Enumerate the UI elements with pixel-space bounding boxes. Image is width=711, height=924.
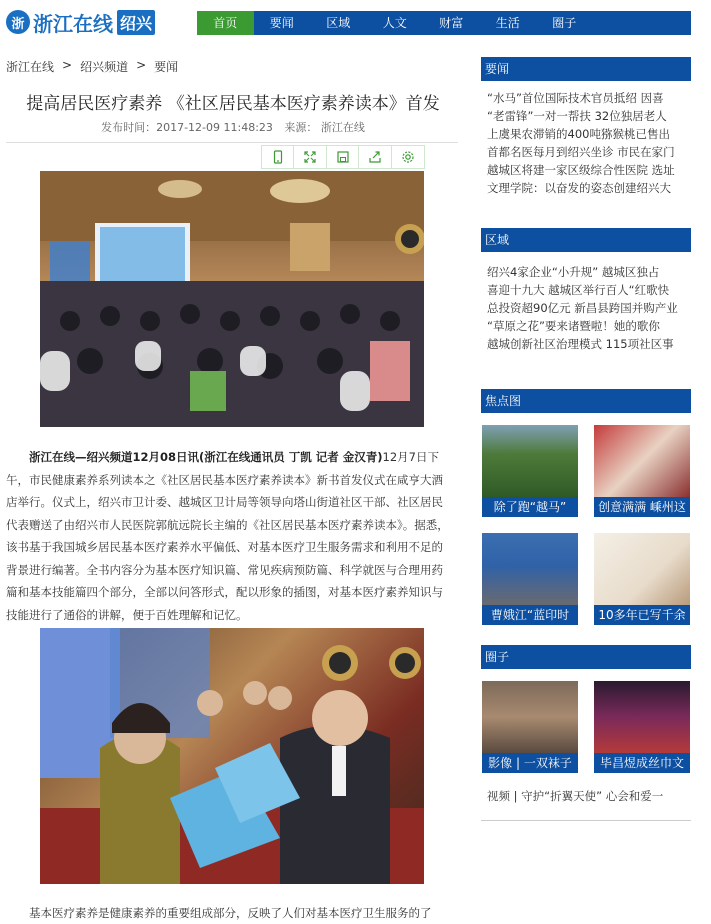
region-link[interactable]: 喜迎十九大 越城区举行百人“红歌快	[487, 283, 670, 297]
focus-image	[482, 425, 578, 497]
news-link[interactable]: 首都名医每月到绍兴坐诊 市民在家门	[487, 145, 675, 159]
article-photo-conference	[40, 171, 424, 427]
circle-thumb[interactable]	[594, 681, 690, 773]
circle-caption: 毕昌煜成丝巾文	[594, 753, 690, 773]
nav-finance[interactable]: 财富	[439, 16, 464, 30]
focus-caption: 曹娥江“蓝印时	[482, 605, 578, 625]
focus-image	[594, 425, 690, 497]
region-link[interactable]: “草原之花”要来诸暨啦！她的歌你	[487, 319, 660, 333]
circle-thumb[interactable]	[482, 681, 578, 773]
region-link[interactable]: 总投资超90亿元 新昌县跨国并购产业	[487, 301, 678, 315]
focus-image	[594, 533, 690, 605]
news-link[interactable]: 文理学院：以奋发的姿态创建绍兴大	[487, 181, 671, 195]
breadcrumb-home[interactable]: 浙江在线	[6, 60, 55, 74]
region-link[interactable]: 越城创新社区治理模式 115项社区事	[487, 337, 674, 351]
logo-text: 浙江在线	[33, 11, 113, 36]
main-nav	[197, 11, 691, 35]
nav-circle[interactable]: 圈子	[552, 16, 577, 30]
sidebar-region-list	[487, 263, 687, 353]
settings-icon[interactable]	[392, 146, 424, 168]
share-toolbar	[261, 145, 425, 169]
focus-caption: 除了跑“越马”	[482, 497, 578, 517]
sidebar-region-header[interactable]: 区域	[481, 228, 691, 252]
article-title: 提高居民医疗素养 《社区居民基本医疗素养读本》首发	[26, 94, 440, 114]
breadcrumb-separator: >	[136, 58, 147, 72]
focus-thumb[interactable]	[594, 425, 690, 517]
mobile-view-icon[interactable]	[262, 146, 294, 168]
sidebar-news-header[interactable]: 要闻	[481, 57, 691, 81]
sidebar-circle-header[interactable]: 圈子	[481, 645, 691, 669]
breadcrumb-separator: >	[62, 58, 73, 72]
region-link[interactable]: 绍兴4家企业“小升规” 越城区独占	[487, 265, 660, 279]
news-link[interactable]: “水马”首位国际技术官员抵绍 因喜	[487, 91, 664, 105]
sidebar-news-list	[487, 89, 687, 197]
circle-caption: 影像 | 一双袜子	[482, 753, 578, 773]
breadcrumb-section[interactable]: 要闻	[154, 60, 179, 74]
article-source: 来源： 浙江在线	[284, 121, 365, 134]
news-link[interactable]: 上虞果农滞销的400吨猕猴桃已售出	[487, 127, 670, 141]
nav-home[interactable]: 首页	[197, 11, 254, 35]
share-icon[interactable]	[359, 146, 391, 168]
breadcrumb-channel[interactable]: 绍兴频道	[80, 60, 129, 74]
nav-life[interactable]: 生活	[495, 16, 520, 30]
article-meta	[0, 119, 466, 135]
focus-thumb[interactable]	[482, 533, 578, 625]
breadcrumb	[6, 58, 186, 75]
logo-mark: 浙	[6, 10, 30, 34]
sidebar-divider	[481, 820, 691, 821]
article-paragraph	[6, 446, 452, 626]
save-icon[interactable]	[327, 146, 359, 168]
nav-culture[interactable]: 人文	[382, 16, 407, 30]
news-link[interactable]: 越城区将建一家区级综合性医院 选址	[487, 163, 675, 177]
focus-caption: 创意满满 嵊州这	[594, 497, 690, 517]
nav-region[interactable]: 区域	[326, 16, 351, 30]
sidebar-focus-header[interactable]: 焦点图	[481, 389, 691, 413]
focus-image	[482, 533, 578, 605]
news-link[interactable]: “老雷锋”一对一帮扶 32位独居老人	[487, 109, 667, 123]
logo-channel: 绍兴	[117, 10, 155, 35]
fullscreen-icon[interactable]	[294, 146, 326, 168]
site-logo[interactable]	[6, 9, 155, 35]
circle-image	[594, 681, 690, 753]
dateline: 浙江在线—绍兴频道12月08日讯(浙江在线通讯员 丁凯 记者 金汉青)	[29, 450, 383, 464]
title-divider	[6, 142, 458, 143]
article-paragraph-2: 基本医疗素养是健康素养的重要组成部分，反映了人们对基本医疗卫生服务的了	[29, 906, 432, 920]
sidebar-video-link[interactable]: 视频 | 守护“折翼天使” 心会和爱一	[487, 789, 664, 803]
focus-thumb[interactable]	[482, 425, 578, 517]
article-photo-book-handover	[40, 628, 424, 884]
paragraph-text: 12月7日下午，市民健康素养系列读本之《社区居民基本医疗素养读本》新书首发仪式在咸亨大酒店举行。仪式上，绍兴市卫计委、越城区卫计局等领导向塔山街道社区干部、社区居民代表赠送了由绍兴市人民医院郭航远院长主编的《社区居民基本医疗素养读本》。据悉，该书基于我国城乡居民基本医疗素养水平偏低、对基本医疗卫生服务需求和利用不足的背景进行编著。全书内容分为基本医疗知识篇、常见疾病预防篇、科学就医与合理用药篇和基本技能篇四个部分，全部以问答形式，配以形象的插图，对基本医疗素养知识与技能进行了通俗的讲解，便于百姓理解和记忆。	[6, 450, 449, 622]
focus-thumb[interactable]	[594, 533, 690, 625]
header	[0, 0, 711, 44]
nav-news[interactable]: 要闻	[269, 16, 294, 30]
publish-time: 发布时间：2017-12-09 11:48:23	[101, 121, 273, 134]
circle-image	[482, 681, 578, 753]
focus-caption: 10多年已写千余	[594, 605, 690, 625]
